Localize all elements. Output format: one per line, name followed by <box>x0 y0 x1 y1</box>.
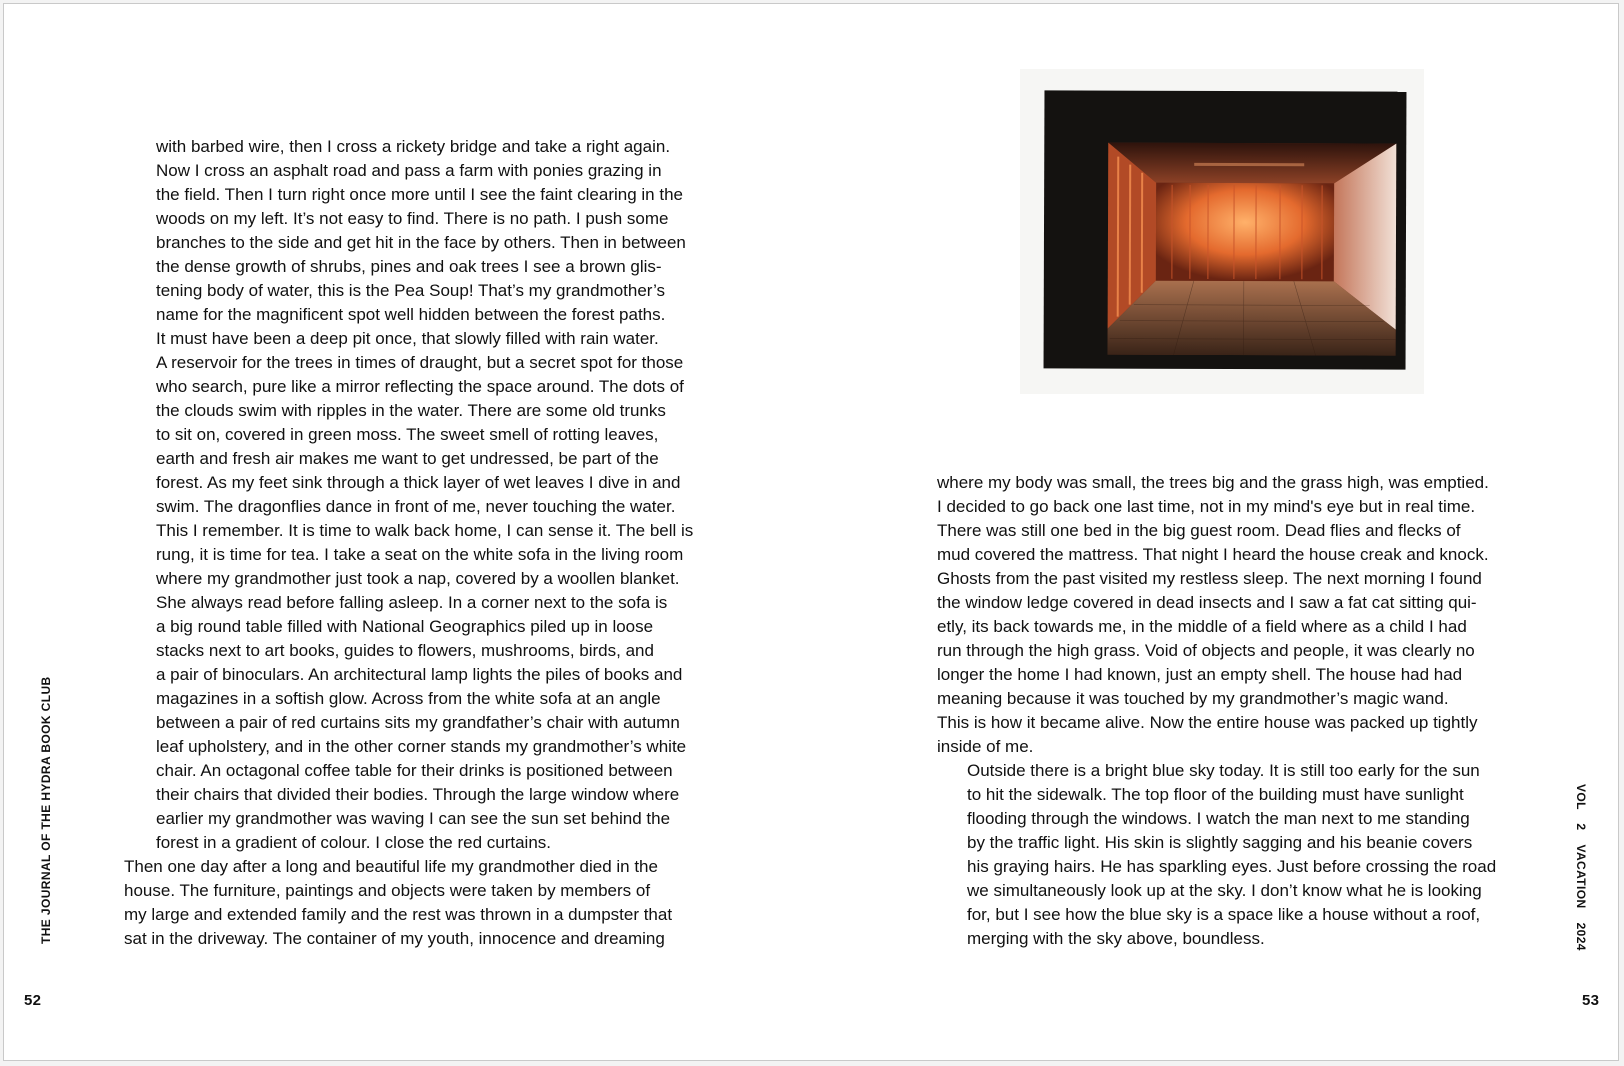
running-head-issue-title: VACATION <box>1574 844 1588 909</box>
left-paragraph-2: Then one day after a long and beautiful life my grandmother died in the house. The furniture, paintings and objects were taken by members of my large and extended family and the rest was thrown in a dumpster that sat in the driveway. The container of my youth, innocence and dreaming <box>124 857 673 948</box>
left-body-text-top <box>156 135 704 855</box>
running-head-journal-title: THE JOURNAL OF THE HYDRA BOOK CLUB <box>39 676 53 944</box>
right-body-text-bottom <box>967 759 1517 951</box>
room-photograph <box>1044 90 1407 369</box>
page-number-right: 53 <box>1582 992 1600 1009</box>
room-photo-illustration <box>1044 90 1407 369</box>
left-page <box>4 4 812 1060</box>
photo-mat <box>1020 69 1424 394</box>
left-body-text-bottom <box>124 855 704 951</box>
right-paragraph-2: Outside there is a bright blue sky today. It is still too early for the sun to hit the sidewalk. The top floor of the building must have sunlight flooding through the windows. I watch the man next to me standing by the traffic light. His skin is slightly sagging and his beanie covers his graying hairs. He has sparkling eyes. Just before crossing the road we simultaneously look up at the sky. I don’t know what he is looking for, but I see how the blue sky is a space like a house without a roof, merging with the sky above, boundless. <box>967 761 1497 948</box>
running-head-volume: VOL 2 <box>1574 784 1588 831</box>
running-head-year: 2024 <box>1574 922 1588 951</box>
page-number-left: 52 <box>24 992 42 1009</box>
right-page <box>812 4 1619 1060</box>
right-paragraph-1: where my body was small, the trees big and the grass high, was emptied. I decided to go back one last time, not in my mind's eye but in real time. There was still one bed in the big guest room. Dead flies and flecks of mud covered the mattress. That night I heard the house creak and knock. Ghosts from the past visited my restless sleep. The next morning I found the window ledge covered in dead insects and I saw a fat cat sitting qui- etly, its back towards me, in the middle of a field where as a child I had run through the high grass. Void of objects and people, it was clearly no longer the home I had known, just an empty shell. The house had had meaning because it was touched by my grandmother’s magic wand. This is how it became alive. Now the entire house was packed up tightly inside of me. <box>937 473 1489 756</box>
magazine-spread <box>3 3 1619 1061</box>
left-paragraph-1: with barbed wire, then I cross a rickety bridge and take a right again. Now I cross an asphalt road and pass a farm with ponies grazing in the field. Then I turn right once more until I see the faint clearing in the woods on my left. It’s not easy to find. There is no path. I push some branches to the side and get hit in the face by others. Then in between the dense growth of shrubs, pines and oak trees I see a brown glis- tening body of water, this is the Pea Soup! That’s my grandmother’s name for the magnificent spot well hidden between the forest paths. It must have been a deep pit once, that slowly filled with rain water. A reservoir for the trees in times of draught, but a secret spot for those who search, pure like a mirror reflecting the space around. The dots of the clouds swim with ripples in the water. There are some old trunks to sit on, covered in green moss. The sweet smell of rotting leaves, earth and fresh air makes me want to get undressed, be part of the forest. As my feet sink through a thick layer of wet leaves I dive in and swim. The dragonflies dance in front of me, never touching the water. This I remember. It is time to walk back home, I can sense it. The bell is rung, it is time for tea. I take a seat on the white sofa in the living room where my grandmother just took a nap, covered by a woollen blanket. She always read before falling asleep. In a corner next to the sofa is a big round table filled with National Geographics piled up in loose stacks next to art books, guides to flowers, mushrooms, birds, and a pair of binoculars. An architectural lamp lights the piles of books and magazines in a softish glow. Across from the white sofa at an angle between a pair of red curtains sits my grandfather’s chair with autumn leaf upholstery, and in the other corner stands my grandmother’s white chair. An octagonal coffee table for their drinks is positioned between their chairs that divided their bodies. Through the large window where earlier my grandmother was waving I can see the sun set behind the forest in a gradient of colour. I close the red curtains. <box>156 137 694 852</box>
right-body-text-top <box>937 471 1517 759</box>
running-head-issue <box>1574 784 1588 965</box>
